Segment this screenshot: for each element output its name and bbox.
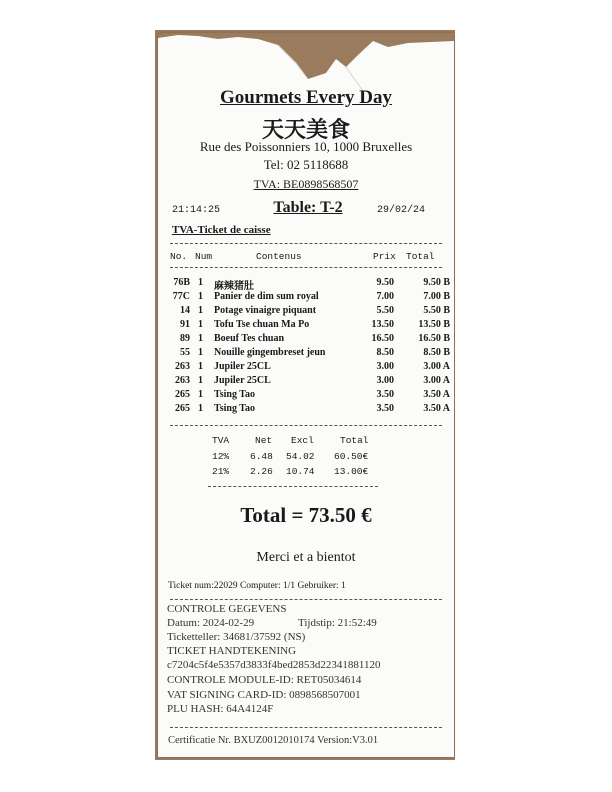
vat-excl: 54.02 — [286, 451, 315, 462]
item-number: 77C — [172, 291, 190, 302]
column-header-no: No. — [170, 251, 188, 262]
item-total: 9.50 B — [423, 277, 450, 288]
item-price: 3.00 — [376, 361, 394, 372]
signature-heading: TICKET HANDTEKENING — [167, 645, 297, 657]
item-qty: 1 — [198, 375, 203, 386]
vat-excl: 10.74 — [286, 466, 315, 477]
divider — [170, 425, 442, 426]
vat-rate: 21% — [212, 466, 230, 477]
item-total: 3.00 A — [423, 361, 450, 372]
item-name: Tsing Tao — [214, 389, 256, 400]
list-item — [158, 333, 454, 347]
vat-header-excl: Excl — [291, 435, 314, 446]
item-qty: 1 — [198, 319, 203, 330]
item-name: Jupiler 25CL — [214, 375, 271, 386]
item-price: 9.50 — [376, 277, 394, 288]
divider — [170, 267, 442, 268]
item-qty: 1 — [198, 305, 203, 316]
vat-total: 60.50€ — [334, 451, 369, 462]
item-price: 16.50 — [371, 333, 394, 344]
control-date: Datum: 2024-02-29 — [167, 617, 255, 629]
item-total: 3.50 A — [423, 389, 450, 400]
vat-header-total: Total — [340, 435, 369, 446]
item-qty: 1 — [198, 291, 203, 302]
print-time: 21:14:25 — [172, 205, 221, 216]
item-price: 8.50 — [376, 347, 394, 358]
item-total: 3.00 A — [423, 375, 450, 386]
divider — [208, 486, 378, 487]
item-qty: 1 — [198, 389, 203, 400]
column-header-contents: Contenus — [256, 251, 302, 262]
list-item — [158, 277, 454, 291]
vat-header-rate: TVA — [212, 435, 230, 446]
vat-header-net: Net — [255, 435, 273, 446]
item-number: 55 — [180, 347, 190, 358]
ticket-info: Ticket num:22029 Computer: 1/1 Gebruiker: 1 — [168, 581, 346, 591]
item-price: 5.50 — [376, 305, 394, 316]
item-total: 7.00 B — [423, 291, 450, 302]
control-ticket-counter: Ticketteller: 34681/37592 (NS) — [167, 631, 306, 643]
restaurant-phone: Tel: 02 5118688 — [263, 157, 349, 172]
grand-total: Total = 73.50 € — [240, 503, 372, 527]
vat-net: 6.48 — [250, 451, 273, 462]
item-name: Nouille gingembreset jeun — [214, 347, 326, 358]
column-header-num: Num — [195, 251, 213, 262]
control-heading: CONTROLE GEGEVENS — [167, 603, 287, 615]
item-number: 76B — [173, 277, 190, 288]
restaurant-address: Rue des Poissonniers 10, 1000 Bruxelles — [199, 139, 413, 154]
column-header-total: Total — [406, 251, 435, 262]
list-item — [158, 389, 454, 403]
divider — [170, 727, 442, 728]
item-name: Panier de dim sum royal — [214, 291, 319, 302]
vat-net: 2.26 — [250, 466, 273, 477]
item-number: 263 — [175, 361, 190, 372]
list-item — [158, 403, 454, 417]
restaurant-name: Gourmets Every Day — [219, 87, 393, 108]
divider — [170, 599, 442, 600]
print-date: 29/02/24 — [377, 205, 426, 216]
item-name: 麻辣猪肚 — [214, 281, 254, 292]
item-total: 8.50 B — [423, 347, 450, 358]
item-total: 13.50 B — [418, 319, 450, 330]
item-number: 263 — [175, 375, 190, 386]
item-qty: 1 — [198, 333, 203, 344]
column-header-price: Prix — [373, 251, 396, 262]
item-price: 7.00 — [376, 291, 394, 302]
item-number: 265 — [175, 389, 190, 400]
item-qty: 1 — [198, 361, 203, 372]
certification-number: Certificatie Nr. BXUZ0012010174 Version:V3.01 — [168, 735, 379, 746]
receipt — [158, 33, 454, 757]
list-item — [158, 361, 454, 375]
control-time: Tijdstip: 21:52:49 — [298, 617, 377, 629]
item-number: 265 — [175, 403, 190, 414]
table-label: Table: T-2 — [273, 199, 343, 216]
vat-total: 13.00€ — [334, 466, 369, 477]
item-name: Tofu Tse chuan Ma Po — [214, 319, 310, 330]
vat-number: TVA: BE0898568507 — [253, 177, 359, 191]
list-item — [158, 375, 454, 389]
item-name: Boeuf Tes chuan — [214, 333, 285, 344]
divider — [170, 243, 442, 244]
ticket-type: TVA-Ticket de caisse — [172, 224, 271, 236]
item-name: Jupiler 25CL — [214, 361, 271, 372]
vat-rate: 12% — [212, 451, 230, 462]
control-module-id: CONTROLE MODULE-ID: RET05034614 — [167, 674, 362, 686]
item-total: 3.50 A — [423, 403, 450, 414]
item-number: 89 — [180, 333, 190, 344]
item-qty: 1 — [198, 347, 203, 358]
item-number: 91 — [180, 319, 190, 330]
item-name: Tsing Tao — [214, 403, 256, 414]
item-name: Potage vinaigre piquant — [214, 305, 317, 316]
item-price: 3.50 — [376, 403, 394, 414]
item-qty: 1 — [198, 403, 203, 414]
item-qty: 1 — [198, 277, 203, 288]
list-item — [158, 319, 454, 333]
vat-signing-card-id: VAT SIGNING CARD-ID: 0898568507001 — [167, 689, 361, 701]
plu-hash: PLU HASH: 64A4124F — [167, 703, 274, 715]
restaurant-chinese-name: 天天美食 — [261, 118, 350, 143]
list-item — [158, 347, 454, 361]
item-price: 13.50 — [371, 319, 394, 330]
list-item — [158, 291, 454, 305]
thank-you-message: Merci et a bientot — [256, 550, 356, 565]
item-price: 3.00 — [376, 375, 394, 386]
item-total: 5.50 B — [423, 305, 450, 316]
item-total: 16.50 B — [418, 333, 450, 344]
item-price: 3.50 — [376, 389, 394, 400]
list-item — [158, 305, 454, 319]
signature-hash: c7204c5f4e5357d3833f4bed2853d22341881120 — [167, 659, 381, 671]
item-number: 14 — [180, 305, 190, 316]
